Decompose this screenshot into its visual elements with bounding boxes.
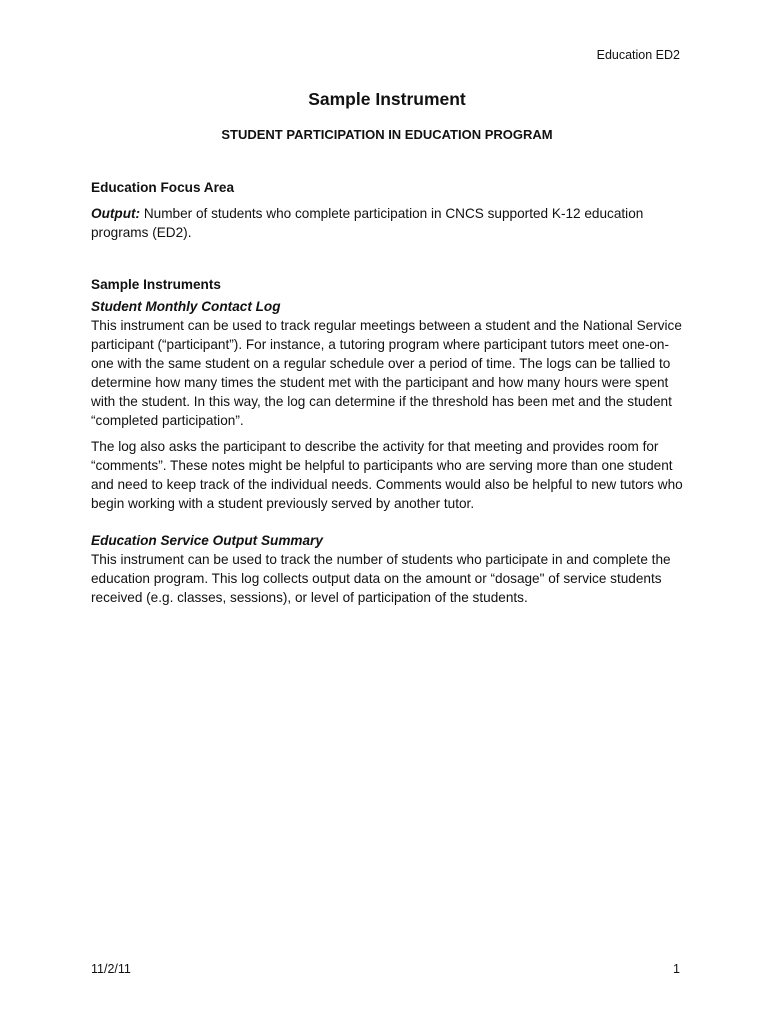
output-label: Output: bbox=[91, 206, 141, 221]
sample-instruments-heading: Sample Instruments bbox=[91, 277, 221, 292]
page-number: 1 bbox=[673, 962, 680, 976]
document-body bbox=[91, 88, 683, 607]
instrument-title-contact-log: Student Monthly Contact Log bbox=[91, 299, 281, 314]
focus-area-heading: Education Focus Area bbox=[91, 180, 235, 195]
output-text: Number of students who complete participation in CNCS supported K-12 education programs (ED2). bbox=[91, 206, 644, 240]
footer-date: 11/2/11 bbox=[91, 962, 131, 976]
page-title: Sample Instrument bbox=[308, 89, 466, 109]
instrument-title-output-summary: Education Service Output Summary bbox=[91, 533, 323, 548]
output-summary-paragraph-1: This instrument can be used to track the number of students who participate in and complete the education program. This log collects output data on the amount or “dosage" of service students received (e.g. classes, sessions), or level of participation of the students. bbox=[91, 552, 671, 605]
contact-log-paragraph-1: This instrument can be used to track regular meetings between a student and the National Service participant (“participant”). For instance, a tutoring program where participant tutors meet one-on-one with the same student on a regular schedule over a period of time. The logs can be tallied to determine how many times the student met with the participant and how many hours were spent with the student. In this way, the log can determine if the threshold has been met and the student “completed participation”. bbox=[91, 318, 682, 428]
output-paragraph bbox=[91, 204, 683, 242]
contact-log-paragraph-2: The log also asks the participant to describe the activity for that meeting and provides room for “comments”. These notes might be helpful to participants who are serving more than one student and need to keep track of the individual needs. Comments would also be helpful to new tutors who begin working with a student previously served by another tutor. bbox=[91, 439, 683, 511]
document-code: Education ED2 bbox=[596, 48, 680, 62]
page-subtitle: STUDENT PARTICIPATION IN EDUCATION PROGRAM bbox=[221, 127, 553, 142]
